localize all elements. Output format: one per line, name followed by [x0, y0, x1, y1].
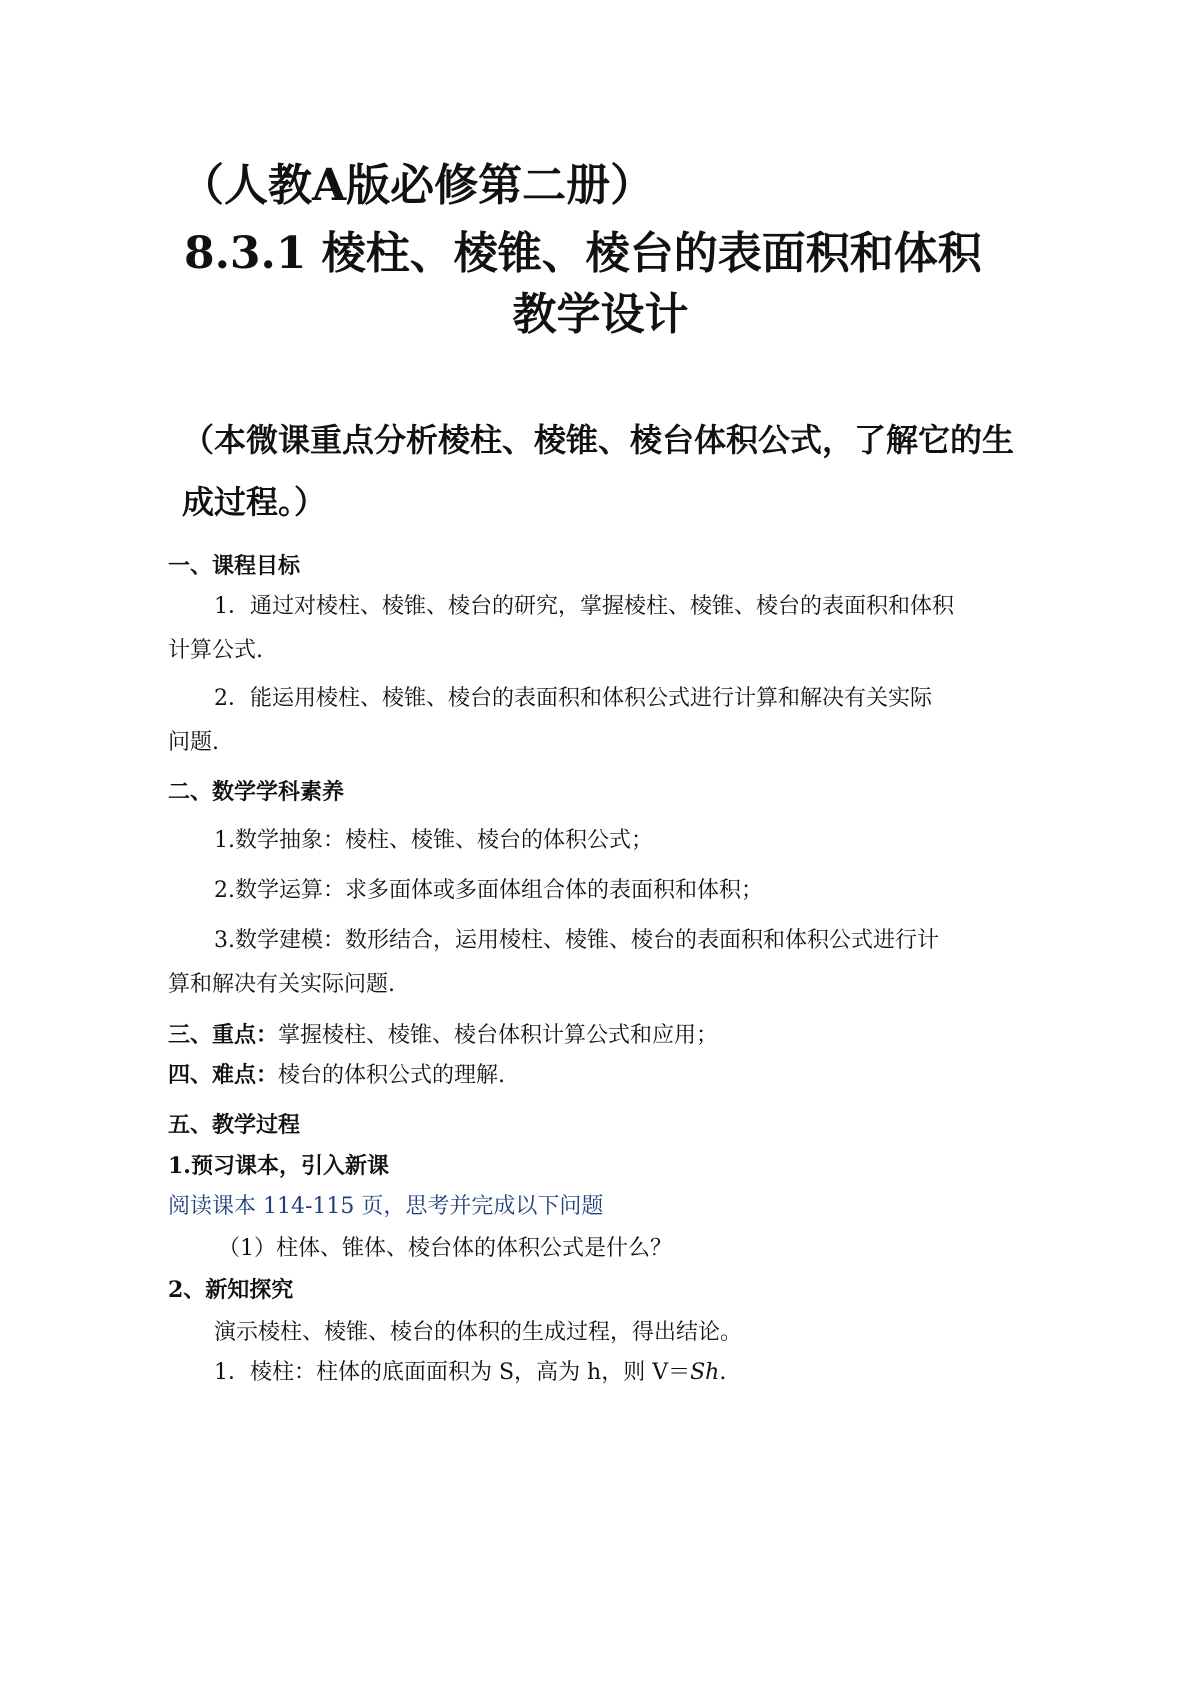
document-title-line-1: （人教A版必修第二册） [180, 160, 655, 211]
section-heading-goals: 一、课程目标 [168, 553, 301, 579]
intro-line-1: （本微课重点分析棱柱、棱锥、棱台体积公式，了解它的生 [182, 421, 1015, 459]
goal-1-line-2: 计算公式. [168, 638, 263, 663]
intro-line-2: 成过程。） [182, 483, 327, 521]
competency-3-line-2: 算和解决有关实际问题. [168, 972, 395, 997]
goal-2-line-2: 问题. [168, 730, 219, 755]
difficulty-label: 四、难点： [168, 1062, 279, 1088]
competency-3-line-1: 3.数学建模：数形结合，运用棱柱、棱锥、棱台的表面积和体积公式进行计 [214, 928, 939, 953]
step-2-prism-formula [214, 1358, 726, 1388]
step-1-heading: 1.预习课本，引入新课 [168, 1153, 389, 1179]
difficulty-text: 棱台的体积公式的理解. [278, 1063, 506, 1088]
step-1-reading-instruction: 阅读课本 114-115 页，思考并完成以下问题 [168, 1194, 604, 1219]
step-1-question: （1）柱体、锥体、棱台体的体积公式是什么？ [218, 1236, 672, 1261]
goal-2-line-1: 2．能运用棱柱、棱锥、棱台的表面积和体积公式进行计算和解决有关实际 [214, 686, 932, 711]
goal-1-line-1: 1．通过对棱柱、棱锥、棱台的研究，掌握棱柱、棱锥、棱台的表面积和体积 [214, 594, 954, 619]
prism-formula-expression: Sh [690, 1360, 720, 1385]
step-2-heading: 2、新知探究 [168, 1277, 294, 1303]
document-title-line-2: 8.3.1 棱柱、棱锥、棱台的表面积和体积 [184, 228, 982, 279]
prism-formula-period: . [719, 1360, 727, 1385]
step-2-demo: 演示棱柱、棱锥、棱台的体积的生成过程，得出结论。 [214, 1320, 743, 1345]
competency-2: 2.数学运算：求多面体或多面体组合体的表面积和体积； [214, 878, 763, 903]
competency-1: 1.数学抽象：棱柱、棱锥、棱台的体积公式； [214, 828, 653, 853]
difficulty-row [168, 1060, 505, 1091]
key-point-row [168, 1020, 718, 1051]
document-title-line-3: 教学设计 [512, 289, 689, 340]
prism-formula-text: 1．棱柱：柱体的底面面积为 S，高为 h，则 V＝ [214, 1360, 691, 1385]
section-heading-competencies: 二、数学学科素养 [168, 779, 345, 805]
key-point-label: 三、重点： [168, 1022, 279, 1048]
key-point-text: 掌握棱柱、棱锥、棱台体积计算公式和应用； [278, 1023, 719, 1048]
section-heading-process: 五、教学过程 [168, 1112, 301, 1138]
